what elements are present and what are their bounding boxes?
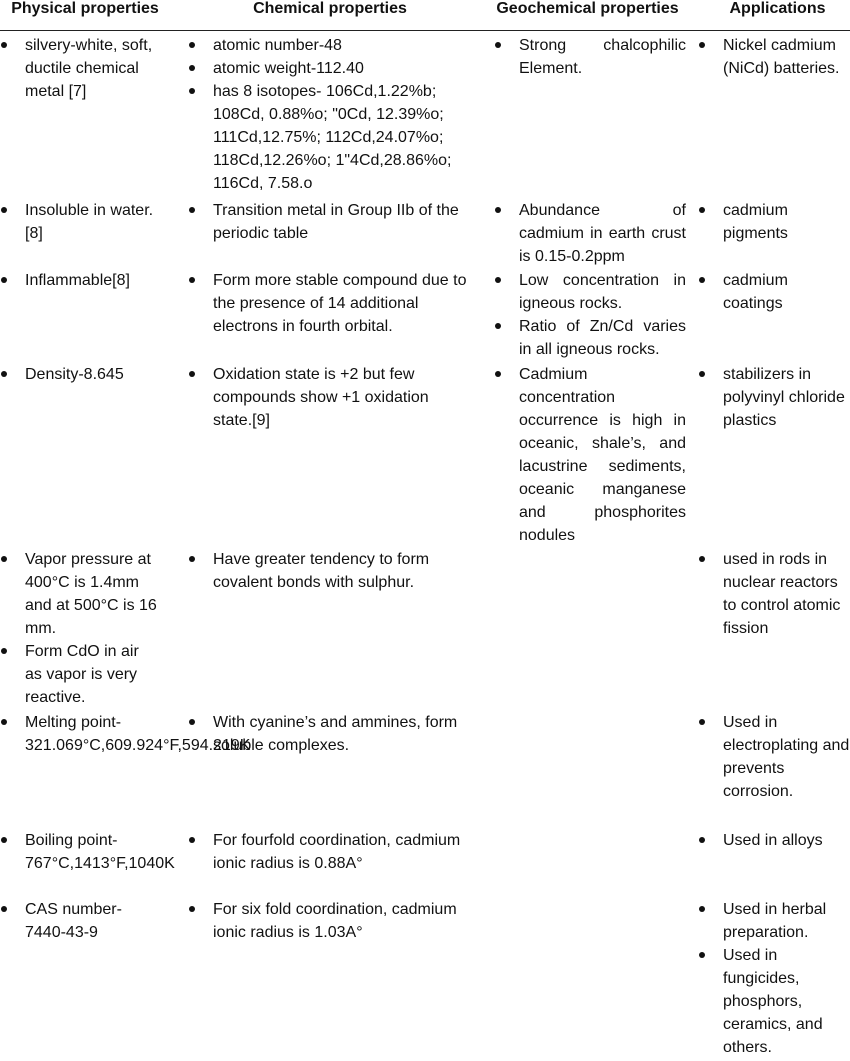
- applications-item: Used in herbal preparation.: [698, 898, 850, 944]
- physical-item: CAS number-7440-43-9: [0, 898, 160, 944]
- chemical-list: [188, 363, 468, 432]
- chemical-list: [188, 199, 468, 245]
- chemical-item: Transition metal in Group IIb of the periodic table: [188, 199, 468, 245]
- geochemical-list: [494, 34, 686, 80]
- geochemical-cell: [494, 363, 686, 547]
- applications-item: Used in alloys: [698, 829, 850, 852]
- chemical-cell: [188, 363, 468, 432]
- chemical-cell: [188, 829, 468, 875]
- chemical-list: [188, 269, 468, 338]
- applications-cell: [698, 363, 850, 432]
- applications-list: [698, 34, 850, 80]
- chemical-item: Oxidation state is +2 but few compounds show +1 oxidation state.[9]: [188, 363, 468, 432]
- applications-cell: [698, 898, 850, 1059]
- physical-list: [0, 269, 160, 292]
- physical-cell: [0, 269, 160, 292]
- chemical-list: [188, 898, 468, 944]
- physical-item: Vapor pressure at 400°C is 1.4mm and at 500°C is 16 mm.: [0, 548, 160, 640]
- applications-cell: [698, 711, 850, 803]
- chemical-item: With cyanine’s and ammines, form soluble complexes.: [188, 711, 468, 757]
- applications-item: Nickel cadmium (NiCd) batteries.: [698, 34, 850, 80]
- chemical-cell: [188, 548, 468, 594]
- chemical-item: For six fold coordination, cadmium ionic radius is 1.03A°: [188, 898, 468, 944]
- geochemical-item: Cadmium concentration occurrence is high in oceanic, shale’s, and lacustrine sediments, oceanic manganese and phosphorites nodules: [494, 363, 686, 547]
- physical-cell: [0, 363, 160, 386]
- applications-item: stabilizers in polyvinyl chloride plastics: [698, 363, 850, 432]
- header-chemical: Chemical properties: [253, 0, 407, 17]
- chemical-item: Have greater tendency to form covalent bonds with sulphur.: [188, 548, 468, 594]
- applications-list: [698, 548, 850, 640]
- header-physical: Physical properties: [11, 0, 159, 17]
- applications-cell: [698, 269, 850, 315]
- physical-item: Form CdO in air as vapor is very reactive.: [0, 640, 160, 709]
- geochemical-cell: [494, 199, 686, 268]
- applications-list: [698, 363, 850, 432]
- applications-cell: [698, 829, 850, 852]
- physical-list: [0, 548, 160, 709]
- chemical-item: Form more stable compound due to the presence of 14 additional electrons in fourth orbital.: [188, 269, 468, 338]
- physical-cell: [0, 829, 175, 875]
- header-geochemical: Geochemical properties: [496, 0, 679, 17]
- applications-item: Used in fungicides, phosphors, ceramics, and others.: [698, 944, 850, 1059]
- physical-list: [0, 34, 160, 103]
- physical-item: silvery-white, soft, ductile chemical metal [7]: [0, 34, 160, 103]
- applications-list: [698, 269, 850, 315]
- applications-list: [698, 898, 850, 1059]
- chemical-cell: [188, 34, 468, 195]
- geochemical-cell: [494, 34, 686, 80]
- physical-list: [0, 829, 175, 875]
- physical-list: [0, 711, 251, 757]
- header-rule: [0, 30, 850, 31]
- geochemical-item: Low concentration in igneous rocks.: [494, 269, 686, 315]
- physical-list: [0, 199, 160, 245]
- physical-item: Inflammable[8]: [0, 269, 160, 292]
- geochemical-item: Abundance of cadmium in earth crust is 0.15-0.2ppm: [494, 199, 686, 268]
- chemical-list: [188, 829, 468, 875]
- applications-list: [698, 199, 850, 245]
- physical-cell: [0, 199, 160, 245]
- physical-item: Melting point-321.069°C,609.924°F,594.219K: [0, 711, 160, 757]
- geochemical-list: [494, 269, 686, 361]
- physical-item: Insoluble in water.[8]: [0, 199, 160, 245]
- geochemical-cell: [494, 269, 686, 361]
- chemical-item: For fourfold coordination, cadmium ionic radius is 0.88A°: [188, 829, 468, 875]
- applications-cell: [698, 199, 850, 245]
- applications-cell: [698, 548, 850, 640]
- applications-item: cadmium coatings: [698, 269, 850, 315]
- applications-list: [698, 711, 850, 803]
- chemical-cell: [188, 199, 468, 245]
- chemical-cell: [188, 269, 468, 338]
- chemical-list: [188, 548, 468, 594]
- applications-item: used in rods in nuclear reactors to control atomic fission: [698, 548, 850, 640]
- physical-cell: [0, 34, 160, 103]
- applications-list: [698, 829, 850, 852]
- applications-item: cadmium pigments: [698, 199, 850, 245]
- physical-cell: [0, 548, 160, 709]
- geochemical-list: [494, 199, 686, 268]
- physical-list: [0, 898, 160, 944]
- chemical-item: atomic number-48: [188, 34, 468, 57]
- chemical-cell: [188, 898, 468, 944]
- chemical-list: [188, 34, 468, 195]
- chemical-cell: [188, 711, 468, 757]
- chemical-item: has 8 isotopes- 106Cd,1.22%b; 108Cd, 0.88%o; "0Cd, 12.39%o; 111Cd,12.75%; 112Cd,24.07%o; 118Cd,12.26%o; 1"4Cd,28.86%o; 116Cd, 7.58.o: [188, 80, 468, 195]
- chemical-item: atomic weight-112.40: [188, 57, 468, 80]
- physical-item: Boiling point-767°C,1413°F,1040K: [0, 829, 160, 875]
- physical-cell: [0, 898, 160, 944]
- applications-item: Used in electroplating and prevents corrosion.: [698, 711, 850, 803]
- physical-cell: [0, 711, 251, 757]
- geochemical-item: Ratio of Zn/Cd varies in all igneous rocks.: [494, 315, 686, 361]
- physical-list: [0, 363, 160, 386]
- applications-cell: [698, 34, 850, 80]
- physical-item: Density-8.645: [0, 363, 160, 386]
- chemical-list: [188, 711, 468, 757]
- header-applications: Applications: [729, 0, 826, 17]
- geochemical-item: Strong chalcophilic Element.: [494, 34, 686, 80]
- geochemical-list: [494, 363, 686, 547]
